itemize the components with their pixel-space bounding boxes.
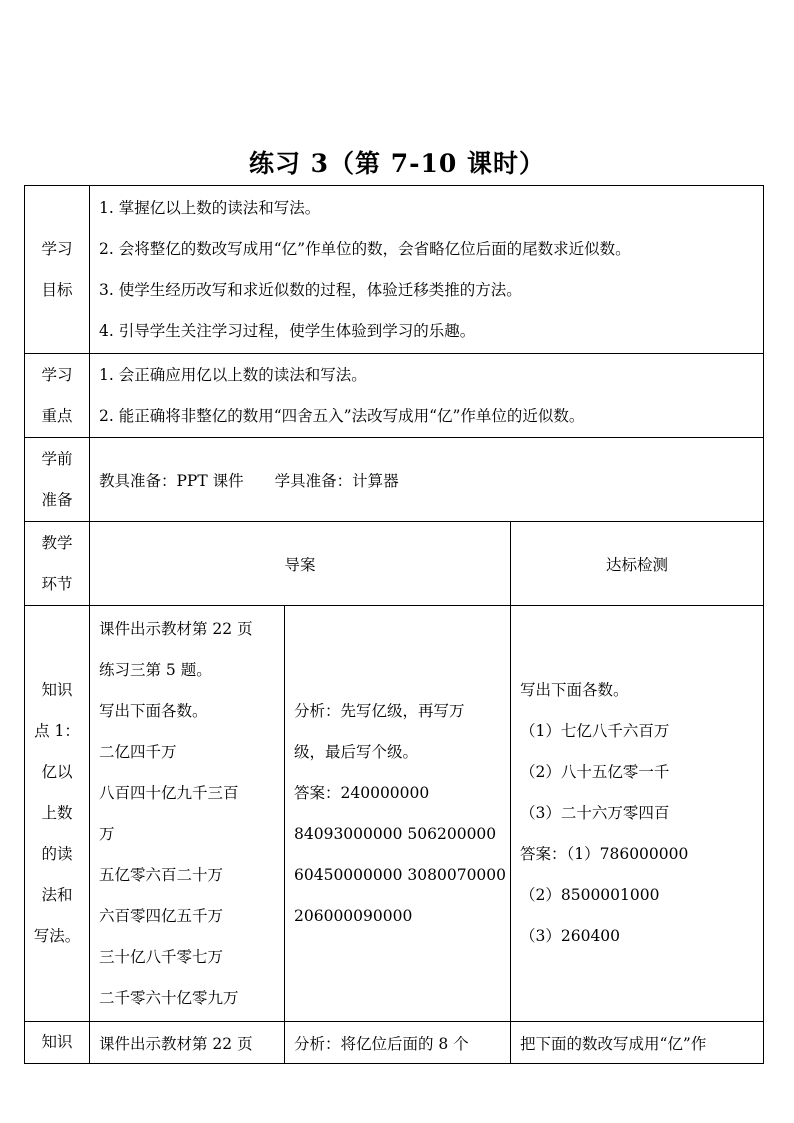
goals-content (90, 186, 764, 354)
header-label-line: 环节 (41, 574, 73, 593)
point1-guide-line: 练习三第 5 题。 (99, 660, 212, 679)
point1-guide-line: 三十亿八千零七万 (99, 947, 224, 966)
row-goals (25, 186, 764, 354)
focus-label (25, 354, 90, 438)
prep-label-line: 学前 (41, 449, 73, 468)
header-check: 达标检测 (511, 522, 764, 606)
goals-label (25, 186, 90, 354)
point1-label-line: 亿以 (41, 763, 73, 781)
point1-check-line: （2）8500001000 (520, 886, 660, 904)
prep-label (25, 438, 90, 522)
point1-label-line: 的读 (41, 845, 73, 863)
point2-check: 把下面的数改写成用“亿”作 (511, 1022, 764, 1064)
row-focus (25, 354, 764, 438)
header-guide: 导案 (90, 522, 511, 606)
point1-check-line: 答案：（1）786000000 (520, 845, 689, 863)
focus-content (90, 354, 764, 438)
point1-label-line: 上数 (41, 804, 73, 822)
goal-item: 3. 使学生经历改写和求近似数的过程，体验迁移类推的方法。 (99, 280, 522, 299)
page-title: 练习 3（第 7-10 课时） (248, 149, 546, 178)
point1-guide-line: 八百四十亿九千三百 (99, 783, 239, 802)
point1-guide-line: 六百零四亿五千万 (99, 906, 224, 925)
point1-analysis-line: 60450000000 3080070000 (294, 865, 507, 884)
point1-label (25, 606, 90, 1022)
point1-analysis-line: 分析：先写亿级，再写万 (294, 701, 465, 720)
point1-check (511, 606, 764, 1022)
point1-analysis (285, 606, 511, 1022)
point1-analysis-line: 级，最后写个级。 (294, 742, 419, 761)
point1-check-line: （2）八十五亿零一千 (520, 763, 670, 781)
point1-analysis-line: 84093000000 506200000 (294, 824, 497, 843)
goals-label-line: 学习 (41, 239, 73, 258)
point1-analysis-line: 206000090000 (294, 906, 413, 925)
focus-item: 2. 能正确将非整亿的数用“四舍五入”法改写成用“亿”作单位的近似数。 (99, 406, 585, 425)
point1-guide-line: 万 (99, 824, 115, 843)
point1-guide-line: 二千零六十亿零九万 (99, 988, 239, 1007)
goal-item: 2. 会将整亿的数改写成用“亿”作单位的数，会省略亿位后面的尾数求近似数。 (99, 239, 631, 258)
row-header (25, 522, 764, 606)
row-point1 (25, 606, 764, 1022)
point1-guide-line: 写出下面各数。 (99, 701, 208, 720)
focus-item: 1. 会正确应用亿以上数的读法和写法。 (99, 365, 367, 384)
row-point2 (25, 1022, 764, 1064)
point1-check-line: （3）二十六万零四百 (520, 804, 670, 822)
point1-guide-line: 二亿四千万 (99, 742, 177, 761)
focus-label-line: 重点 (41, 406, 73, 425)
goals-label-line: 目标 (41, 280, 73, 299)
point1-check-line: （3）260400 (520, 927, 621, 945)
point2-guide: 课件出示教材第 22 页 (90, 1022, 285, 1064)
header-label (25, 522, 90, 606)
goal-item: 1. 掌握亿以上数的读法和写法。 (99, 198, 321, 217)
lesson-table (24, 185, 764, 1064)
point2-label: 知识 (25, 1022, 90, 1064)
point1-analysis-line: 答案：240000000 (294, 783, 430, 802)
point1-guide-line: 五亿零六百二十万 (99, 865, 224, 884)
prep-label-line: 准备 (41, 490, 73, 509)
point1-label-line: 法和 (41, 886, 73, 904)
row-prep (25, 438, 764, 522)
point1-check-line: （1）七亿八千六百万 (520, 722, 670, 740)
focus-label-line: 学习 (41, 365, 73, 384)
point1-guide-line: 课件出示教材第 22 页 (99, 619, 253, 638)
point1-check-line: 写出下面各数。 (520, 681, 629, 699)
point1-label-line: 点 1： (34, 722, 80, 740)
point1-guide (90, 606, 285, 1022)
point1-label-line: 写法。 (33, 927, 81, 945)
goal-item: 4. 引导学生关注学习过程，使学生体验到学习的乐趣。 (99, 321, 476, 340)
point1-label-line: 知识 (41, 681, 73, 699)
point2-analysis: 分析：将亿位后面的 8 个 (285, 1022, 511, 1064)
header-label-line: 教学 (41, 533, 73, 552)
prep-content: 教具准备：PPT 课件 学具准备：计算器 (90, 438, 764, 522)
